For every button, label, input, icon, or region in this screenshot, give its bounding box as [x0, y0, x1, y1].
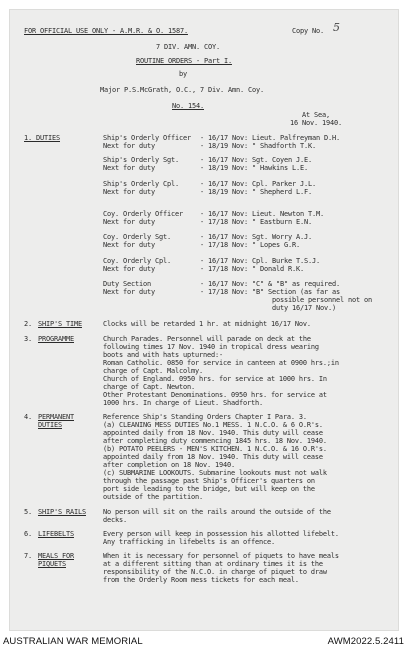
item-heading: SHIP'S TIME	[38, 320, 82, 328]
item-text: following times 17 Nov. 1940 in tropical dress wearing	[103, 343, 319, 351]
item-heading: PROGRAMME	[38, 335, 74, 343]
duty-role: Coy. Orderly Cpl.	[103, 257, 171, 265]
duty-role: Next for duty	[103, 265, 155, 273]
by-line: by	[179, 70, 187, 78]
item-text: (b) POTATO PEELERS - MEN'S KITCHEN. 1 N.C.O. & 16 O.R's.	[103, 445, 327, 453]
date: 16 Nov. 1940.	[290, 119, 342, 127]
item-text: Clocks will be retarded 1 hr. at midnight 16/17 Nov.	[103, 320, 311, 328]
item-number: 5.	[24, 508, 32, 516]
duty-role: Ship's Orderly Officer	[103, 134, 191, 142]
duties-heading: 1. DUTIES	[24, 134, 60, 142]
duty-role: Next for duty	[103, 142, 155, 150]
item-text: outside of the partition.	[103, 493, 203, 501]
duty-assignment: - 17/18 Nov: "B" Section (as far as	[200, 288, 340, 296]
item-text: from the Orderly Room mess tickets for each meal.	[103, 576, 299, 584]
duty-assignment: - 17/18 Nov: " Eastburn E.N.	[200, 218, 312, 226]
item-text: (a) CLEANING MESS DUTIES No.1 MESS. 1 N.C.O. & 6 O.R's.	[103, 421, 323, 429]
item-heading: DUTIES	[38, 421, 62, 429]
item-number: 7.	[24, 552, 32, 560]
item-text: No person will sit on the rails around the outside of the	[103, 508, 331, 516]
order-number: No. 154.	[172, 102, 204, 110]
archive-footer	[0, 634, 408, 653]
classification-line: FOR OFFICIAL USE ONLY - A.M.R. & O. 1587.	[24, 27, 188, 35]
duty-role: Ship's Orderly Cpl.	[103, 180, 179, 188]
page-title: ROUTINE ORDERS - Part I.	[136, 57, 232, 65]
item-text: charge of Capt. Malcolmy.	[103, 367, 203, 375]
duty-assignment: - 18/19 Nov: " Shadforth T.K.	[200, 142, 316, 150]
duty-assignment: - 16/17 Nov: Sgt. Coyen J.E.	[200, 156, 312, 164]
duty-assignment: - 16/17 Nov: "C" & "B" as required.	[200, 280, 340, 288]
duty-role: Coy. Orderly Sgt.	[103, 233, 171, 241]
footer-reference: AWM2022.5.2411	[327, 636, 404, 647]
item-number: 6.	[24, 530, 32, 538]
officer-line: Major P.S.McGrath, O.C., 7 Div. Amn. Coy.	[100, 86, 264, 94]
item-text: Reference Ship's Standing Orders Chapter I Para. 3.	[103, 413, 307, 421]
item-text: through the passage past Ship's Officer's quarters on	[103, 477, 315, 485]
copy-number-handwritten: 5	[333, 21, 340, 34]
duty-role: Ship's Orderly Sgt.	[103, 156, 179, 164]
duty-note: possible personnel not on	[272, 296, 372, 304]
duty-assignment: - 16/17 Nov: Cpl. Burke T.S.J.	[200, 257, 320, 265]
item-text: Church of England. 0950 hrs. for service at 1000 hrs. In	[103, 375, 327, 383]
item-text: at a different sitting than at ordinary times it is the	[103, 560, 323, 568]
item-text: responsibility of the N.C.O. in charge of piquet to draw	[103, 568, 327, 576]
item-text: Any trafficking in lifebelts is an offence.	[103, 538, 275, 546]
item-number: 3.	[24, 335, 32, 343]
duty-role: Next for duty	[103, 218, 155, 226]
item-text: Roman Catholic. 0850 for service in canteen at 0900 hrs.;in	[103, 359, 339, 367]
item-text: decks.	[103, 516, 127, 524]
item-text: after completion on 18 Nov. 1940.	[103, 461, 235, 469]
item-text: (c) SUBMARINE LOOKOUTS. Submarine lookouts must not walk	[103, 469, 327, 477]
duty-assignment: - 16/17 Nov: Sgt. Worry A.J.	[200, 233, 312, 241]
item-text: charge of Capt. Newton.	[103, 383, 195, 391]
location: At Sea,	[302, 111, 330, 119]
item-text: appointed daily from 18 Nov. 1940. This duty will cease	[103, 453, 323, 461]
item-heading: PERMANENT	[38, 413, 74, 421]
item-number: 2.	[24, 320, 32, 328]
duty-assignment: - 16/17 Nov: Lieut. Newton T.M.	[200, 210, 324, 218]
footer-institution: AUSTRALIAN WAR MEMORIAL	[3, 636, 143, 647]
duty-role: Next for duty	[103, 188, 155, 196]
item-text: Church Parades. Personnel will parade on deck at the	[103, 335, 311, 343]
item-number: 4.	[24, 413, 32, 421]
duty-role: Next for duty	[103, 288, 155, 296]
duty-assignment: - 17/18 Nov: " Donald R.K.	[200, 265, 304, 273]
item-text: port side leading to the bridge, but will keep on the	[103, 485, 315, 493]
item-text: boots and with hats upturned:-	[103, 351, 223, 359]
unit-heading: 7 DIV. AMN. COY.	[156, 43, 220, 51]
item-heading: LIFEBELTS	[38, 530, 74, 538]
duty-assignment: - 18/19 Nov: " Shepherd L.F.	[200, 188, 312, 196]
copy-label: Copy No.	[292, 27, 324, 35]
item-heading: MEALS FOR	[38, 552, 74, 560]
duty-assignment: - 17/18 Nov: " Lopes G.R.	[200, 241, 300, 249]
item-text: Every person will keep in possession his allotted lifebelt.	[103, 530, 339, 538]
duty-assignment: - 18/19 Nov: " Hawkins L.E.	[200, 164, 308, 172]
duty-assignment: - 16/17 Nov: Lieut. Palfreyman D.H.	[200, 134, 340, 142]
item-text: after completing duty commencing 1845 hrs. 18 Nov. 1940.	[103, 437, 327, 445]
duty-role: Coy. Orderly Officer	[103, 210, 183, 218]
item-text: appointed daily from 18 Nov. 1940. This duty will cease	[103, 429, 323, 437]
item-text: Other Protestant Denominations. 0950 hrs. for service at	[103, 391, 327, 399]
item-heading: PIQUETS	[38, 560, 66, 568]
duty-note: duty 16/17 Nov.)	[272, 304, 336, 312]
duty-role: Next for duty	[103, 241, 155, 249]
duty-role: Duty Section	[103, 280, 151, 288]
item-text: 1000 hrs. In charge of Lieut. Shadforth.	[103, 399, 263, 407]
duty-role: Next for duty	[103, 164, 155, 172]
duty-assignment: - 16/17 Nov: Cpl. Parker J.L.	[200, 180, 316, 188]
item-text: When it is necessary for personnel of piquets to have meals	[103, 552, 339, 560]
item-heading: SHIP'S RAILS	[38, 508, 86, 516]
